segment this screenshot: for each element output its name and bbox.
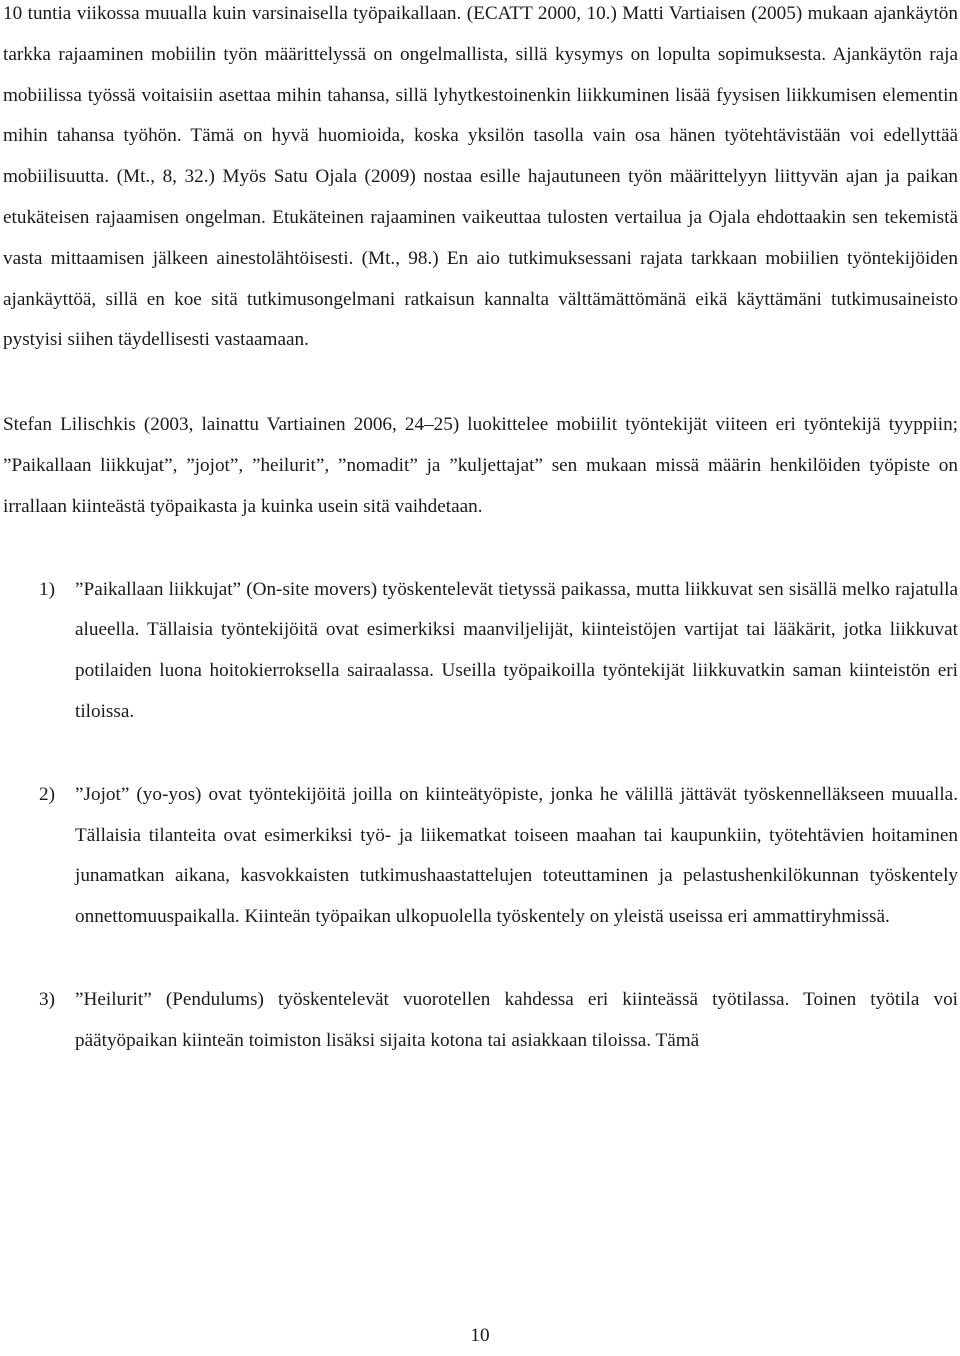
list-item-text: ”Heilurit” (Pendulums) työskentelevät vuorotellen kahdessa eri kiinteässä työtilassa. Toinen työtila voi päätyöpaikan kiinteän toimiston lisäksi sijaita kotona tai asiakkaan tiloissa. Tämä xyxy=(75,988,958,1051)
body-paragraph-2: Stefan Lilischkis (2003, lainattu Vartiainen 2006, 24–25) luokittelee mobiilit työntekijät viiteen eri työntekijä tyyppiin; ”Paikallaan liikkujat”, ”jojot”, ”heilurit”, ”nomadit” ja ”kuljettajat” sen mukaan missä määrin henkilöiden työpiste on irrallaan kiinteästä työpaikasta ja kuinka usein sitä vaihdetaan. xyxy=(3,414,958,517)
page-number: 10 xyxy=(470,1325,490,1346)
list-item-number: 2) xyxy=(39,783,55,805)
list-item-text: ”Paikallaan liikkujat” (On-site movers) työskentelevät tietyssä paikassa, mutta liikkuvat sen sisällä melko rajatulla alueella. Tällaisia työntekijöitä ovat esimerkiksi maanviljelijät, kiinteistöjen vartijat tai lääkärit, jotka liikkuvat potilaiden luona hoitokierroksella sairaalassa. Useilla työpaikoilla työntekijät liikkuvatkin saman kiinteistön eri tiloissa. xyxy=(75,578,958,722)
body-paragraph-1: 10 tuntia viikossa muualla kuin varsinaisella työpaikallaan. (ECATT 2000, 10.) Matti Vartiaisen (2005) mukaan ajankäytön tarkka rajaaminen mobiilin työn määrittelyssä on ongelmallista, sillä kysymys on lopulta sopimuksesta. Ajankäytön raja mobiilissa työssä voitaisiin asettaa mihin tahansa, sillä lyhytkestoinenkin liikkuminen lisää fyysisen liikkumisen elementin mihin tahansa työhön. Tämä on hyvä huomioida, koska yksilön tasolla vain osa hänen työtehtävistään voi edellyttää mobiilisuutta. (Mt., 8, 32.) Myös Satu Ojala (2009) nostaa esille hajautuneen työn määrittelyyn liittyvän ajan ja paikan etukäteisen rajaamisen ongelman. Etukäteinen rajaaminen vaikeuttaa tulosten vertailua ja Ojala ehdottaakin sen tekemistä vasta mittaamisen jälkeen ainestolähtöisesti. (Mt., 98.) En aio tutkimuksessani rajata tarkkaan mobiilien työntekijöiden ajankäyttöä, sillä en koe sitä tutkimusongelmani ratkaisun kannalta välttämättömänä eikä käyttämäni tutkimusaineisto pystyisi siihen täydellisesti vastaamaan. xyxy=(3,3,958,351)
list-item-text: ”Jojot” (yo-yos) ovat työntekijöitä joilla on kiinteätyöpiste, jonka he välillä jättävät työskennelläkseen muualla. Tällaisia tilanteita ovat esimerkiksi työ- ja liikematkat toiseen maahan tai kaupunkiin, työtehtävien hoitaminen junamatkan aikana, kasvokkaisten tutkimushaastattelujen toteuttaminen ja pelastushenkilökunnan työskentely onnettomuuspaikalla. Kiinteän työpaikan ulkopuolella työskentely on yleistä useissa eri ammattiryhmissä. xyxy=(75,783,958,928)
list-item-number: 1) xyxy=(39,578,55,600)
list-item xyxy=(3,775,958,938)
list-item xyxy=(3,570,958,733)
worker-type-list xyxy=(3,570,958,1062)
list-item xyxy=(3,980,958,1062)
list-item-number: 3) xyxy=(39,988,55,1010)
